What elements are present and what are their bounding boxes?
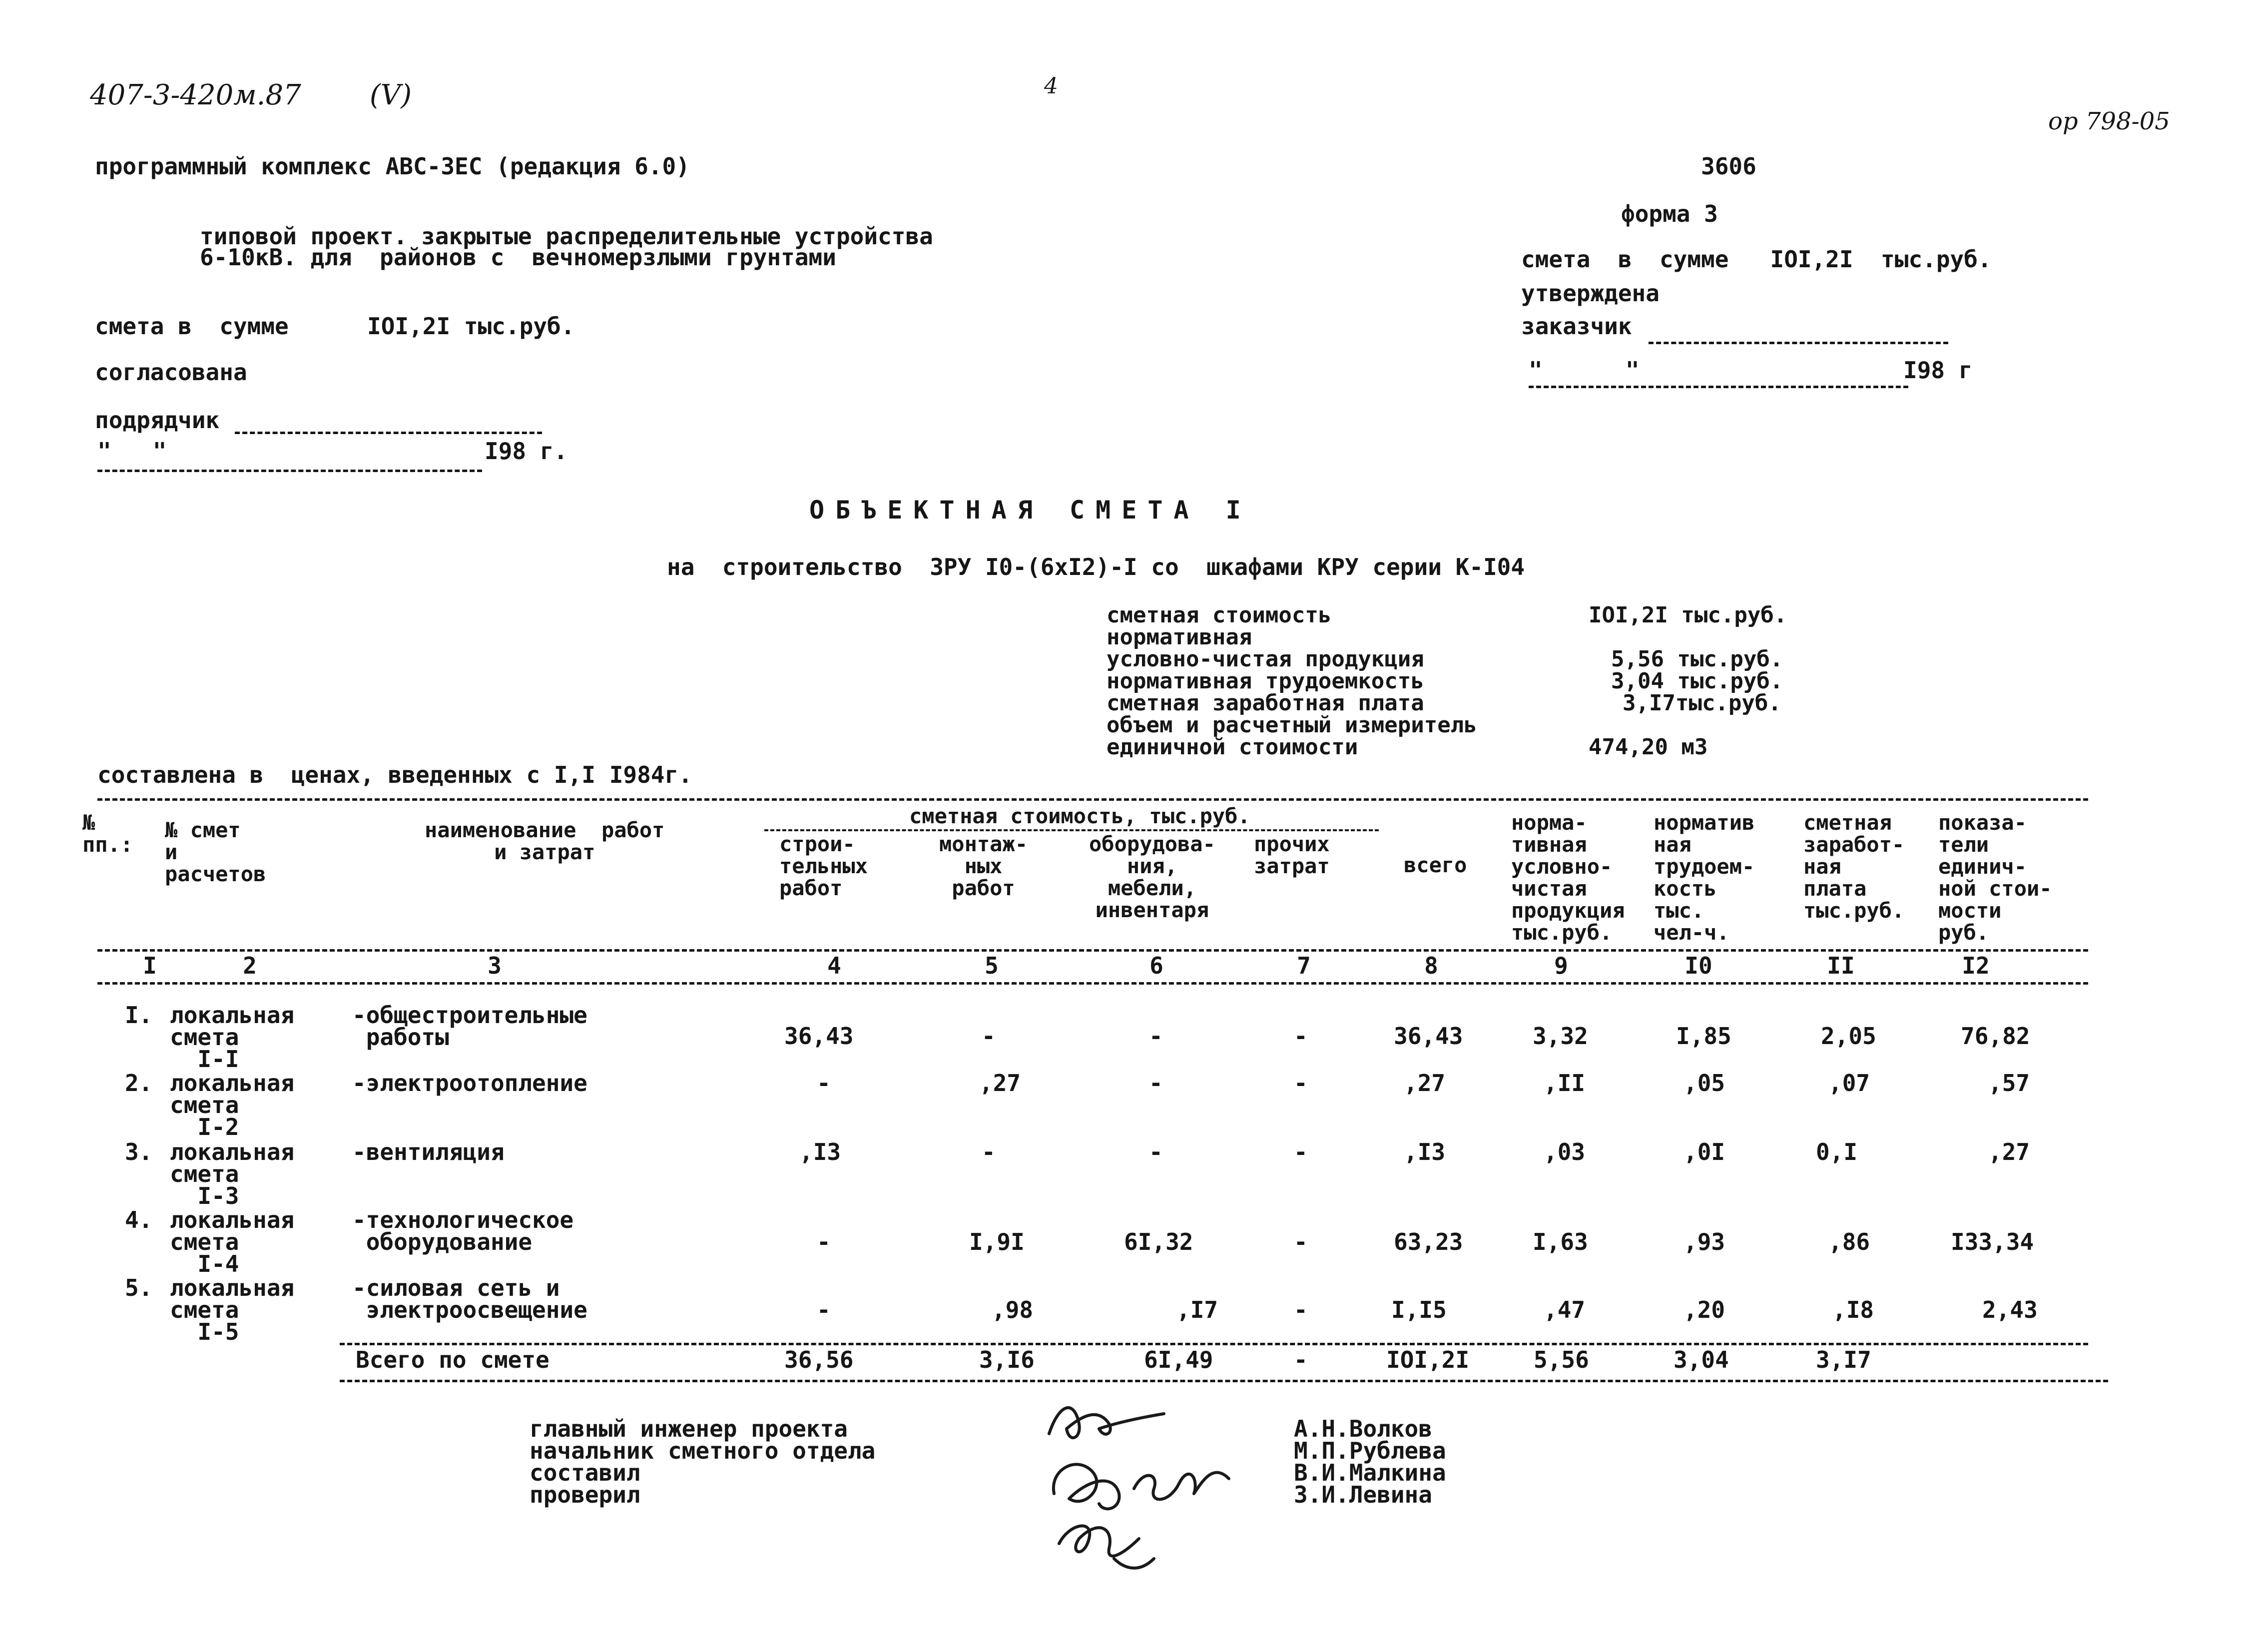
form-label: форма 3: [1621, 200, 1718, 227]
row-3-c9: ,03: [1544, 1138, 1586, 1165]
total-top-line: [340, 1343, 2088, 1345]
row-2-c12: ,57: [1988, 1070, 2030, 1097]
row-1-no: I.: [125, 1002, 153, 1029]
row-5-c10: ,20: [1683, 1296, 1725, 1323]
row-2-c5: ,27: [979, 1070, 1021, 1097]
total-c10: 3,04: [1674, 1346, 1729, 1373]
row-5-c11: ,I8: [1832, 1296, 1874, 1323]
col-number-12: I2: [1962, 952, 1990, 979]
agreement-agreed: согласована: [95, 359, 247, 386]
col-number-1: I: [143, 952, 157, 979]
project-line-2: 6-10кВ. для районов с вечномерзлыми грунтами: [200, 244, 836, 271]
col-number-9: 9: [1554, 952, 1568, 979]
row-3-ref: локальная смета I-3: [170, 1138, 295, 1209]
customer-signature-line: [1649, 342, 1948, 344]
approval-year: I98 г: [1903, 357, 1973, 384]
group-header-line: [764, 829, 1379, 831]
signature-name-4: З.И.Левина: [1294, 1481, 1432, 1508]
agreement-date-quotes: " ": [97, 438, 167, 465]
col-number-6: 6: [1149, 952, 1163, 979]
header-col-6: оборудова- ния, мебели, инвентаря: [1089, 832, 1215, 922]
row-4-c8: 63,23: [1394, 1228, 1463, 1255]
row-4-c9: I,63: [1533, 1228, 1588, 1255]
row-4-c11: ,86: [1828, 1228, 1870, 1255]
handwritten-signatures: [1039, 1394, 1299, 1584]
header-col-1: № пп.:: [82, 810, 133, 857]
row-5-c9: ,47: [1544, 1296, 1586, 1323]
row-2-c4: -: [817, 1070, 831, 1097]
row-4-ref: локальная смета I-4: [170, 1206, 295, 1277]
agreement-date-line: [97, 470, 482, 472]
total-label: Всего по смете: [356, 1346, 550, 1373]
header-col-11: сметная заработ- ная плата тыс.руб.: [1803, 810, 1905, 923]
signature-role-1: главный инженер проекта: [530, 1415, 848, 1442]
total-bottom-line: [340, 1380, 2108, 1382]
estimate-subtitle: на строительство ЗРУ I0-(6хI2)-I со шкафами КРУ серии К-I04: [667, 553, 1525, 580]
row-1-c9: 3,32: [1533, 1023, 1588, 1050]
total-c7: -: [1294, 1346, 1308, 1373]
program-name: программный комплекс АВС-ЗЕС (редакция 6.0): [95, 153, 690, 180]
summary-label-2: условно-чистая продукция: [1107, 646, 1424, 672]
approval-date-line: [1529, 386, 1908, 388]
row-4-c7: -: [1294, 1228, 1308, 1255]
project-line-1: типовой проект. закрытые распределительные устройства: [200, 223, 933, 250]
col-number-11: II: [1827, 952, 1855, 979]
group-header: сметная стоимость, тыс.руб.: [909, 804, 1250, 828]
row-3-c6: -: [1149, 1138, 1163, 1165]
approval-date-quotes: " ": [1529, 357, 1640, 384]
agreement-sum-label: смета в сумме: [95, 313, 289, 340]
signature-role-3: составил: [530, 1459, 640, 1486]
summary-label-5: объем и расчетный измеритель: [1107, 712, 1477, 738]
row-3-no: 3.: [125, 1138, 153, 1165]
agreement-year: I98 г.: [485, 438, 568, 465]
row-1-c4: 36,43: [784, 1023, 854, 1050]
row-4-c12: I33,34: [1951, 1228, 2034, 1255]
row-5-c4: -: [817, 1296, 831, 1323]
col-number-3: 3: [488, 952, 502, 979]
agreement-sum-value: IOI,2I тыс.руб.: [367, 313, 575, 340]
row-2-c11: ,07: [1828, 1070, 1870, 1097]
corner-mark: ор 798-05: [2048, 107, 2170, 135]
total-c5: 3,I6: [979, 1346, 1035, 1373]
row-2-name: -электроотопление: [352, 1070, 587, 1097]
row-3-c8: ,I3: [1404, 1138, 1446, 1165]
total-c6: 6I,49: [1144, 1346, 1213, 1373]
row-3-c7: -: [1294, 1138, 1308, 1165]
row-3-c12: ,27: [1988, 1138, 2030, 1165]
signature-role-4: проверил: [530, 1481, 640, 1508]
header-col-12: показа- тели единич- ной стои- мости руб.: [1938, 810, 2052, 945]
header-col-5: монтаж- ных работ: [939, 832, 1028, 900]
signature-role-2: начальник сметного отдела: [530, 1437, 876, 1464]
document-mark: (V): [370, 79, 412, 111]
row-1-name: -общестроительные работы: [352, 1002, 587, 1051]
row-4-name: -технологическое оборудование: [352, 1206, 574, 1255]
total-c4: 36,56: [784, 1346, 854, 1373]
summary-value-0: IOI,2I тыс.руб.: [1589, 602, 1787, 628]
signature-name-1: А.Н.Волков: [1294, 1415, 1432, 1442]
row-5-c8: I,I5: [1391, 1296, 1447, 1323]
document-number: 3606: [1701, 153, 1756, 180]
summary-value-2: 5,56 тыс.руб.: [1611, 646, 1783, 672]
row-3-name: -вентиляция: [352, 1138, 505, 1165]
signature-name-2: М.П.Рублева: [1294, 1437, 1446, 1464]
row-1-c6: -: [1149, 1023, 1163, 1050]
row-5-c12: 2,43: [1982, 1296, 2038, 1323]
row-3-c4: ,I3: [799, 1138, 841, 1165]
col-number-8: 8: [1424, 952, 1438, 979]
summary-value-3: 3,04 тыс.руб.: [1611, 668, 1783, 694]
total-c8: IOI,2I: [1386, 1346, 1470, 1373]
row-2-c8: ,27: [1404, 1070, 1446, 1097]
summary-label-4: сметная заработная плата: [1107, 690, 1424, 716]
signature-name-3: В.И.Малкина: [1294, 1459, 1446, 1486]
summary-label-0: сметная стоимость: [1107, 602, 1332, 628]
row-5-ref: локальная смета I-5: [170, 1274, 295, 1345]
row-2-ref: локальная смета I-2: [170, 1070, 295, 1140]
contractor-signature-line: [235, 432, 542, 434]
row-1-c5: -: [982, 1023, 996, 1050]
estimate-title: ОБЪЕКТНАЯ СМЕТА I: [809, 496, 1252, 525]
header-col-3: наименование работ и затрат: [425, 818, 665, 864]
row-2-c10: ,05: [1683, 1070, 1725, 1097]
header-col-8: всего: [1404, 853, 1467, 877]
row-5-c7: -: [1294, 1296, 1308, 1323]
approval-customer: заказчик: [1521, 313, 1632, 340]
total-c9: 5,56: [1534, 1346, 1589, 1373]
row-2-c9: ,II: [1544, 1070, 1586, 1097]
row-4-c5: I,9I: [969, 1228, 1025, 1255]
col-number-4: 4: [827, 952, 841, 979]
summary-value-4: 3,I7тыс.руб.: [1623, 690, 1781, 716]
summary-label-3: нормативная трудоемкость: [1107, 668, 1424, 694]
col-number-7: 7: [1297, 952, 1311, 979]
prices-note: составлена в ценах, введенных с I,I I984г.: [97, 761, 692, 788]
col-number-5: 5: [985, 952, 999, 979]
row-5-no: 5.: [125, 1274, 153, 1301]
col-number-2: 2: [243, 952, 257, 979]
row-5-name: -силовая сеть и электроосвещение: [352, 1274, 587, 1323]
header-col-10: норматив ная трудоем- кость тыс. чел-ч.: [1654, 810, 1755, 945]
table-top-line: [97, 798, 2088, 801]
row-1-ref: локальная смета I-I: [170, 1002, 295, 1073]
agreement-contractor: подрядчик: [95, 407, 220, 434]
row-5-c5: ,98: [992, 1296, 1034, 1323]
col-number-10: I0: [1684, 952, 1712, 979]
header-col-4: строи- тельных работ: [779, 832, 868, 900]
row-4-no: 4.: [125, 1206, 153, 1233]
row-1-c12: 76,82: [1961, 1023, 2030, 1050]
summary-value-6: 474,20 м3: [1589, 734, 1708, 760]
row-2-c6: -: [1149, 1070, 1163, 1097]
summary-label-1: нормативная: [1107, 624, 1252, 650]
header-bottom-line: [97, 949, 2088, 952]
col-numbers-bottom-line: [97, 982, 2088, 985]
total-c11: 3,I7: [1816, 1346, 1871, 1373]
summary-label-6: единичной стоимости: [1107, 734, 1358, 760]
row-1-c10: I,85: [1676, 1023, 1731, 1050]
page-number: 4: [1044, 73, 1058, 99]
approval-approved: утверждена: [1521, 280, 1660, 307]
header-col-2: № смет и расчетов: [165, 818, 266, 886]
row-4-c6: 6I,32: [1124, 1228, 1193, 1255]
row-1-c11: 2,05: [1821, 1023, 1876, 1050]
row-4-c4: -: [817, 1228, 831, 1255]
row-2-no: 2.: [125, 1070, 153, 1097]
row-1-c7: -: [1294, 1023, 1308, 1050]
header-col-7: прочих затрат: [1254, 832, 1330, 878]
row-5-c6: ,I7: [1176, 1296, 1218, 1323]
row-4-c10: ,93: [1683, 1228, 1725, 1255]
header-col-9: норма- тивная условно- чистая продукция тыс.руб.: [1511, 810, 1625, 945]
row-3-c11: 0,I: [1816, 1138, 1858, 1165]
row-1-c8: 36,43: [1394, 1023, 1463, 1050]
approval-sum: смета в сумме IOI,2I тыс.руб.: [1521, 246, 1992, 273]
row-3-c5: -: [982, 1138, 996, 1165]
row-3-c10: ,0I: [1683, 1138, 1725, 1165]
document-code: 407-3-420м.87: [90, 79, 301, 111]
row-2-c7: -: [1294, 1070, 1308, 1097]
